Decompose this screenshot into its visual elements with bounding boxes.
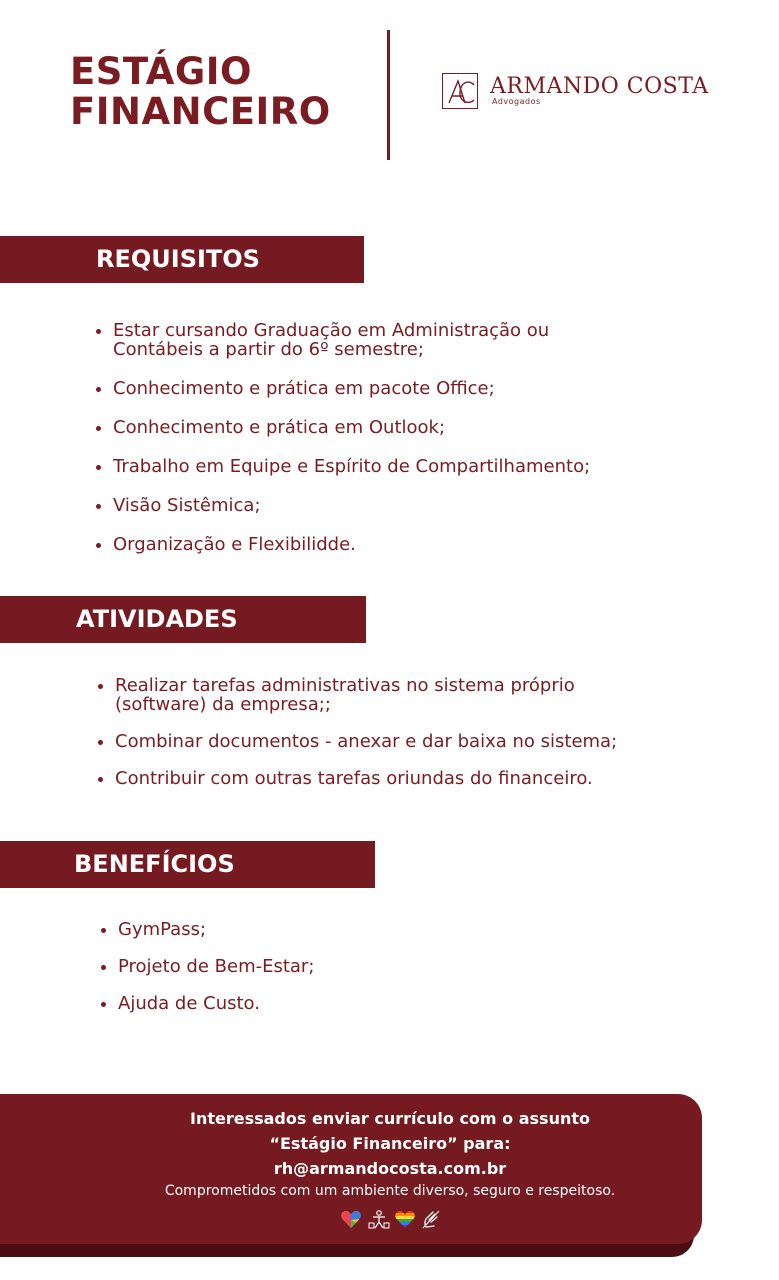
list-item: Organização e Flexibilidde. — [95, 535, 695, 554]
contact-email[interactable]: rh@armandocosta.com.br — [273, 1159, 507, 1178]
page-title — [70, 52, 331, 132]
list-item: Contribuir com outras tarefas oriundas do financeiro. — [97, 769, 737, 788]
list-item: Ajuda de Custo. — [100, 994, 500, 1013]
title-line-2: FINANCEIRO — [70, 90, 331, 133]
footer-line-2: “Estágio Financeiro” para: — [269, 1134, 511, 1153]
beneficios-list — [100, 920, 500, 1031]
accessibility-icon — [368, 1208, 390, 1230]
logo-name: ARMANDO COSTA — [490, 74, 709, 99]
puzzle-heart-icon — [340, 1208, 362, 1230]
list-item: Projeto de Bem-Estar; — [100, 957, 500, 976]
list-item: Trabalho em Equipe e Espírito de Compartilhamento; — [95, 457, 695, 476]
logo-monogram-icon — [442, 73, 478, 109]
list-item: Conhecimento e prática em pacote Office; — [95, 379, 695, 398]
section-heading-beneficios: BENEFÍCIOS — [0, 841, 375, 888]
rainbow-heart-icon — [394, 1208, 416, 1230]
section-heading-atividades: ATIVIDADES — [0, 596, 366, 643]
list-item: GymPass; — [100, 920, 500, 939]
contact-footer — [0, 1094, 702, 1244]
header-divider — [387, 30, 390, 160]
logo-subtitle: Advogados — [492, 97, 541, 106]
hand-symbol-icon — [420, 1208, 442, 1230]
list-item: Conhecimento e prática em Outlook; — [95, 418, 695, 437]
section-heading-requisitos: REQUISITOS — [0, 236, 364, 283]
diversity-note: Comprometidos com um ambiente diverso, seguro e respeitoso. — [164, 1183, 616, 1199]
list-item: Realizar tarefas administrativas no sistema próprio (software) da empresa;; — [97, 676, 737, 714]
diversity-icons — [340, 1208, 450, 1230]
footer-line-1: Interessados enviar currículo com o assunto — [190, 1109, 590, 1128]
requisitos-list — [95, 321, 695, 574]
list-item: Estar cursando Graduação em Administração ou Contábeis a partir do 6º semestre; — [95, 321, 695, 359]
list-item: Visão Sistêmica; — [95, 496, 695, 515]
atividades-list — [97, 676, 737, 806]
title-line-1: ESTÁGIO — [70, 50, 253, 93]
list-item: Combinar documentos - anexar e dar baixa no sistema; — [97, 732, 737, 751]
